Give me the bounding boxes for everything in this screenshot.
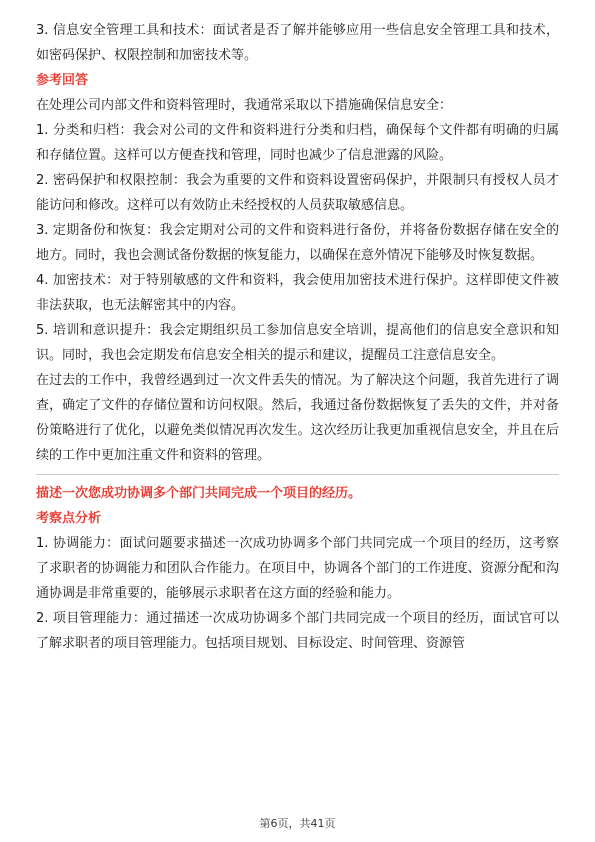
- criteria-point-3: 3. 信息安全管理工具和技术：面试者是否了解并能够应用一些信息安全管理工具和技术，如密码保护、权限控制和加密技术等。: [36, 23, 559, 63]
- document-page: [36, 18, 559, 656]
- analysis-heading: 考察点分析: [36, 511, 102, 526]
- analysis-item-1: 1. 协调能力：面试问题要求描述一次成功协调多个部门共同完成一个项目的经历，这考察了求职者的协调能力和团队合作能力。在项目中，协调各个部门的工作进度、资源分配和沟通协调是非常重要的，能够展示求职者在这方面的经验和能力。: [36, 536, 559, 601]
- section-divider: [36, 474, 559, 475]
- answer-item-3: 3. 定期备份和恢复：我会定期对公司的文件和资料进行备份，并将备份数据存储在安全的地方。同时，我也会测试备份数据的恢复能力，以确保在意外情况下能够及时恢复数据。: [36, 223, 559, 263]
- page-number: 第6页，共41页: [259, 817, 336, 830]
- answer-heading: 参考回答: [36, 73, 89, 88]
- answer-item-4: 4. 加密技术：对于特别敏感的文件和资料，我会使用加密技术进行保护。这样即使文件被非法获取，也无法解密其中的内容。: [36, 273, 559, 313]
- interview-question: 描述一次您成功协调多个部门共同完成一个项目的经历。: [36, 486, 362, 501]
- analysis-item-2: 2. 项目管理能力：通过描述一次成功协调多个部门共同完成一个项目的经历，面试官可以了解求职者的项目管理能力。包括项目规划、目标设定、时间管理、资源管: [36, 611, 559, 651]
- answer-intro: 在处理公司内部文件和资料管理时，我通常采取以下措施确保信息安全：: [36, 98, 453, 113]
- answer-story: 在过去的工作中，我曾经遇到过一次文件丢失的情况。为了解决这个问题，我首先进行了调查，确定了文件的存储位置和访问权限。然后，我通过备份数据恢复了丢失的文件，并对备份策略进行了优化，以避免类似情况再次发生。这次经历让我更加重视信息安全，并且在后续的工作中更加注重文件和资料的管理。: [36, 373, 559, 463]
- answer-item-5: 5. 培训和意识提升：我会定期组织员工参加信息安全培训，提高他们的信息安全意识和知识。同时，我也会定期发布信息安全相关的提示和建议，提醒员工注意信息安全。: [36, 323, 559, 363]
- answer-item-1: 1. 分类和归档：我会对公司的文件和资料进行分类和归档，确保每个文件都有明确的归属和存储位置。这样可以方便查找和管理，同时也减少了信息泄露的风险。: [36, 123, 559, 163]
- answer-item-2: 2. 密码保护和权限控制：我会为重要的文件和资料设置密码保护，并限制只有授权人员才能访问和修改。这样可以有效防止未经授权的人员获取敏感信息。: [36, 173, 559, 213]
